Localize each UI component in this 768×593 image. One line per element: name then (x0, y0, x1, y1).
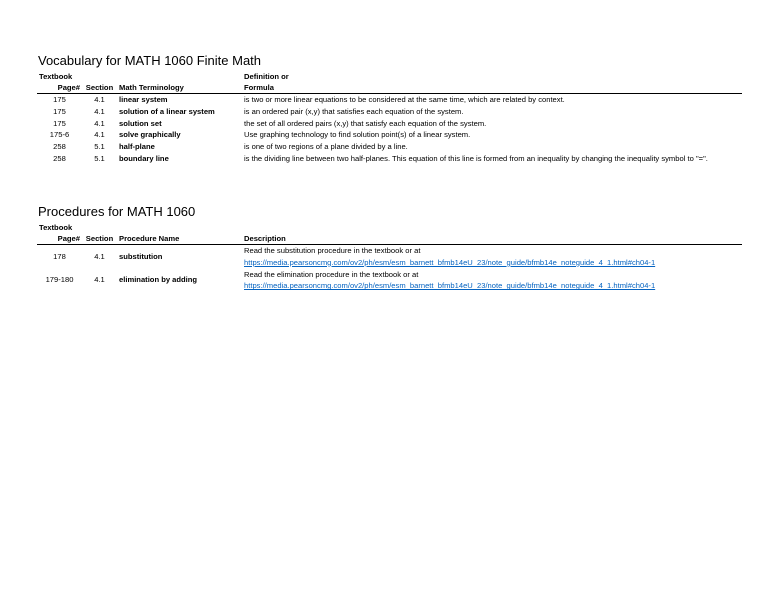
page-cell: 179-180 (45, 275, 74, 285)
header-section: Section (82, 233, 117, 245)
procedures-table (37, 222, 742, 292)
description-text: Read the elimination procedure in the textbook or at (244, 269, 419, 279)
header-section: Section (82, 82, 117, 94)
section-cell: 4.1 (94, 106, 105, 116)
vocabulary-table (37, 71, 742, 165)
section-cell: 4.1 (94, 118, 105, 128)
term-cell: linear system (119, 95, 168, 104)
procedure-link[interactable]: https://media.pearsoncmg.com/ov2/ph/esm/esm_barnett_bfmb14eU_23/note_guide/bfmb14e_noteguide_4_1.html#ch04-1 (244, 281, 656, 291)
section-cell: 4.1 (94, 275, 105, 285)
header-page: Page# (37, 82, 82, 94)
definition-cell: is the dividing line between two half-planes. This equation of this line is formed from an inequality by changing the inequality symbol to "=". (244, 153, 708, 163)
page-cell: 258 (53, 142, 66, 152)
table-row (37, 106, 742, 118)
procedures-table-body (37, 245, 742, 293)
term-cell: solution set (119, 118, 162, 128)
table-row (37, 118, 742, 130)
page-cell: 175 (53, 118, 66, 128)
table-row (37, 245, 742, 269)
header-definition-or: Definition or (244, 72, 289, 81)
header-procedure-name: Procedure Name (117, 233, 242, 245)
section-cell: 4.1 (94, 95, 105, 104)
section-cell: 4.1 (94, 251, 105, 261)
section-cell: 4.1 (94, 130, 105, 140)
table-row (37, 129, 742, 141)
description-cell (242, 245, 742, 269)
description-cell (242, 269, 742, 293)
page-cell: 178 (53, 251, 66, 261)
header-page: Page# (37, 233, 82, 245)
vocabulary-title: Vocabulary for MATH 1060 Finite Math (38, 53, 262, 68)
table-row (37, 94, 742, 106)
term-cell: solution of a linear system (119, 106, 215, 116)
definition-cell: is one of two regions of a plane divided by a line. (244, 142, 408, 152)
procedure-name-cell: elimination by adding (119, 275, 198, 285)
vocabulary-table-header (37, 71, 742, 94)
header-description: Description (242, 233, 742, 245)
definition-cell: the set of all ordered pairs (x,y) that satisfy each equation of the system. (244, 118, 487, 128)
table-row (37, 269, 742, 293)
definition-cell: is an ordered pair (x,y) that satisfies each equation of the system. (244, 106, 464, 116)
table-row (37, 141, 742, 153)
definition-cell: is two or more linear equations to be considered at the same time, which are related by context. (244, 95, 565, 104)
procedures-title: Procedures for MATH 1060 (38, 204, 196, 219)
header-math-terminology: Math Terminology (117, 82, 242, 94)
description-text: Read the substitution procedure in the textbook or at (244, 246, 421, 255)
term-cell: half-plane (119, 142, 155, 152)
vocabulary-table-body (37, 94, 742, 165)
header-formula: Formula (242, 82, 742, 94)
procedures-table-header (37, 222, 742, 245)
section-cell: 5.1 (94, 153, 105, 163)
header-textbook: Textbook (39, 223, 73, 232)
procedure-name-cell: substitution (119, 251, 163, 261)
term-cell: solve graphically (119, 130, 181, 140)
page-cell: 175 (53, 106, 66, 116)
header-textbook: Textbook (39, 72, 73, 81)
definition-cell: Use graphing technology to find solution point(s) of a linear system. (244, 130, 471, 140)
page-cell: 258 (53, 153, 66, 163)
page-cell: 175 (53, 95, 66, 104)
table-row (37, 153, 742, 165)
term-cell: boundary line (119, 153, 169, 163)
section-cell: 5.1 (94, 142, 105, 152)
procedure-link[interactable]: https://media.pearsoncmg.com/ov2/ph/esm/esm_barnett_bfmb14eU_23/note_guide/bfmb14e_noteguide_4_1.html#ch04-1 (244, 257, 656, 267)
page-cell: 175-6 (49, 130, 70, 140)
